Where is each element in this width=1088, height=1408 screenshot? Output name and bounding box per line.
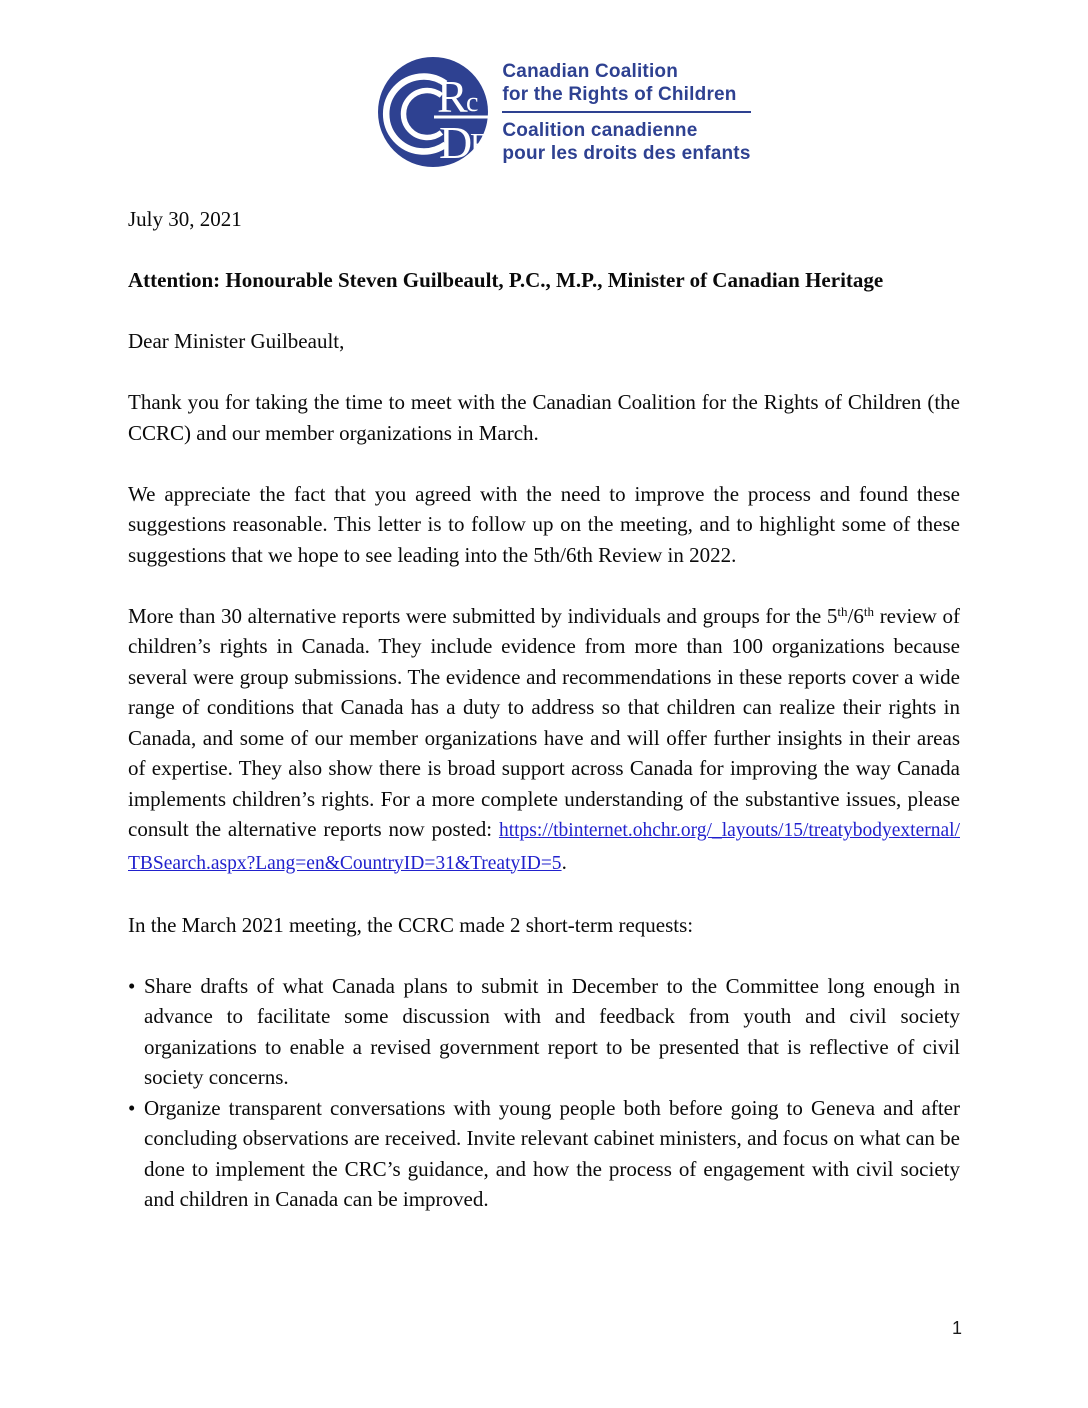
superscript-th: th [863,603,875,619]
ccrc-letterhead [20,0,1088,168]
requests-list [128,971,960,1215]
para3-text: . [561,849,567,874]
para3-text: More than 30 alternative reports were submitted by individuals and groups for the 5 [128,603,838,628]
para3-text: /6 [847,603,864,628]
attention-line: Attention: Honourable Steven Guilbeault, P.C., M.P., Minister of Canadian Heritage [128,268,884,292]
letter-body [128,204,960,1215]
bullet-text-organize-conversations: Organize transparent conversations with young people both before going to Geneva and after concluding observations are received. Invite relevant cabinet ministers, and focus on what can be done to implement the CRC’s guidance, and how the process of engagement with civil society and children in Canada can be improved. [144,1095,960,1211]
page-number: 1 [951,1318,962,1338]
logo-name-fr-line2: pour les droits des enfants [502,142,751,164]
requests-intro: In the March 2021 meeting, the CCRC made 2 short-term requests: [128,912,694,937]
para3-text: review of children’s rights in Canada. They include evidence from more than 100 organizations because several were group submissions. The evidence and recommendations in these reports cover a wide range of conditions that Canada has a duty to address so that children can realize their rights in Canada, and some of our member organizations have and will offer further insights in their areas of expertise. They also show there is broad support across Canada for improving the way Canada implements children’s rights. For a more complete understanding of the substantive issues, please consult the alternative reports now posted: [128,603,960,841]
paragraph-thank-you: Thank you for taking the time to meet with the Canadian Coalition for the Rights of Children (the CCRC) and our member organizations in March. [128,390,960,445]
bullet-icon: • [128,1095,136,1120]
paragraph-appreciate: We appreciate the fact that you agreed with the need to improve the process and found these suggestions reasonable. This letter is to follow up on the meeting, and to highlight some of these suggestions that we hope to see leading into the 5th/6th Review in 2022. [128,481,960,567]
bullet-text-share-drafts: Share drafts of what Canada plans to submit in December to the Committee long enough in advance to facilitate some discussion with and feedback from youth and civil society organizations to enable a revised government report to be presented that is reflective of civil society concerns. [144,973,960,1089]
list-item [128,1093,960,1215]
letter-date: July 30, 2021 [128,207,242,231]
ccrc-logo-icon [377,56,489,168]
logo-name-en-line1: Canadian Coalition [502,60,679,82]
list-item [128,971,960,1093]
logo-name-fr-line1: Coalition canadienne [502,119,698,141]
logo-letter-small-c: c [466,87,479,118]
salutation: Dear Minister Guilbeault, [128,329,345,353]
logo-letter-r: R [437,71,469,122]
logo-wordmark [502,60,750,165]
paragraph-alternative-reports [128,601,960,880]
logo-letter-e: E [470,126,490,162]
bullet-icon: • [128,973,136,998]
logo-name-en-line2: for the Rights of Children [502,83,737,105]
logo-letter-d: D [439,117,473,168]
superscript-th: th [837,603,848,619]
ohchr-reports-link[interactable]: https://tbinternet.ohchr.org/_layouts/15/treatybodyexternal/TBSearch.aspx?Lang=en&CountryID=31&TreatyID=5 [128,820,960,874]
logo-divider-line [502,111,750,113]
